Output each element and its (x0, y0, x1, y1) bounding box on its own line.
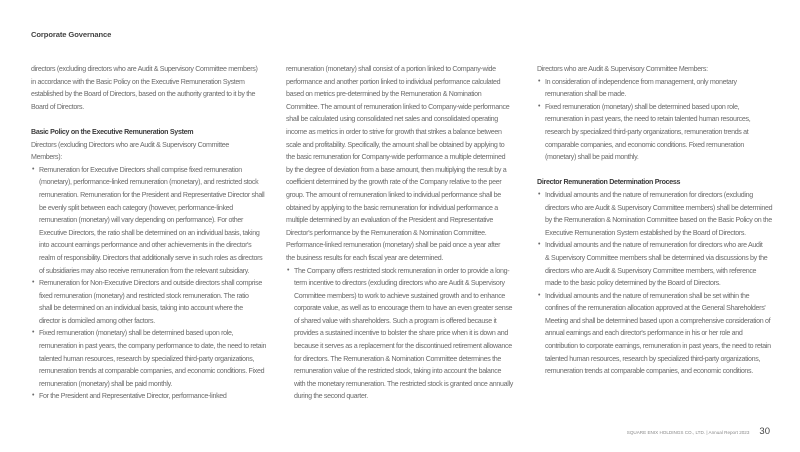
text-line: Committee members) to work to achieve sustained growth and to enhance (294, 291, 506, 300)
text-line: be evenly split between each category (however, performance-linked (39, 203, 233, 212)
bullet-icon: • (32, 392, 35, 400)
text-line: fixed remuneration (monetary) and restricted stock remuneration. The ratio (39, 291, 249, 300)
text-line: Meeting and shall be determined based upon a comprehensive consideration of (545, 316, 771, 325)
text-line: multiple determined by an evaluation of the President and Representative (286, 216, 493, 225)
text-line: directors who are Audit & Supervisory Committee members, with reference (545, 266, 757, 275)
bullet-item (537, 290, 777, 378)
text-line: Performance-linked remuneration (monetary) shall be paid once a year after (286, 241, 501, 250)
bullet-item (31, 327, 271, 390)
paragraph (286, 63, 526, 265)
text-line: Directors (excluding Directors who are Audit & Supervisory Committee (31, 140, 229, 149)
text-line: remuneration shall be made. (545, 90, 626, 99)
text-line: Committee. The amount of remuneration linked to Company-wide performance (286, 102, 510, 111)
bullet-icon: • (32, 165, 35, 173)
text-line: made to the basic policy determined by the Board of Directors. (545, 279, 721, 288)
text-line: realm of responsibility. Directors that additionally serve in such roles as directors (39, 253, 263, 262)
text-line: remuneration value of the restricted stock, taking into account the balance (294, 367, 502, 376)
text-line: established by the Board of Directors, based on the authority granted to it by the (31, 90, 256, 99)
text-line: into account earnings performance and other achievements in the director's (39, 241, 252, 250)
text-line: Fixed remuneration (monetary) shall be determined based upon role, (39, 329, 234, 338)
text-column-1 (31, 63, 271, 403)
text-line: Remuneration for Non-Executive Directors and outside directors shall comprise (39, 279, 262, 288)
text-line: shall be calculated using consolidated net sales and consolidated operating (286, 115, 498, 124)
text-line: performance and another portion linked to individual performance calculated (286, 77, 501, 86)
bullet-icon: • (538, 241, 541, 249)
text-line: coefficient determined by the growth rate of the Company relative to the peer (286, 178, 502, 187)
bullet-item (31, 164, 271, 277)
bullet-icon: • (287, 266, 290, 274)
text-line: Executive Remuneration System established by the Board of Directors. (545, 228, 746, 237)
text-line: Individual amounts and the nature of remuneration for directors who are Audit (545, 241, 763, 250)
paragraph (31, 139, 271, 164)
text-line: remuneration (monetary) will vary depending on performance). For other (39, 216, 244, 225)
text-line: remuneration. Remuneration for the President and Representative Director shall (39, 190, 265, 199)
text-line: because it serves as a replacement for the discontinued retirement allowance (294, 342, 512, 351)
footer-company: SQUARE ENIX HOLDINGS CO., LTD. | Annual Report 2023 (626, 430, 750, 435)
text-line: annual earnings and each director's performance in his or her role and (545, 329, 743, 338)
text-line: talented human resources, research by specialized third-party organizations, (545, 354, 761, 363)
bullet-item (537, 189, 777, 239)
bullet-icon: • (538, 291, 541, 299)
text-line: comparable companies, and economic conditions. Fixed remuneration (545, 140, 744, 149)
subheading (537, 176, 777, 189)
bullet-item (537, 76, 777, 101)
text-line: term incentive to directors (excluding directors who are Audit & Supervisory (294, 279, 505, 288)
subheading (31, 126, 271, 139)
text-line: Individual amounts and the nature of remuneration shall be set within the (545, 291, 750, 300)
text-line: scale and profitability. Specifically, the amount shall be obtained by applying to (286, 140, 505, 149)
text-line: shall be determined on an individual basis, taking into account where the (39, 304, 243, 313)
text-line: (monetary) shall be paid monthly. (545, 153, 639, 162)
text-line: directors (excluding directors who are Audit & Supervisory Committee members) (31, 65, 258, 73)
text-line: Director Remuneration Determination Process (537, 178, 681, 187)
text-line: income as metrics in order to strive for growth that strikes a balance between (286, 127, 502, 136)
text-line: of shared value with shareholders. Such a program is offered because it (294, 316, 497, 325)
section-title: Corporate Governance (31, 30, 112, 39)
text-line: (monetary), performance-linked remuneration (monetary), and restricted stock (39, 178, 259, 187)
text-line: contribution to corporate earnings, remuneration in past years, the need to retain (545, 342, 771, 351)
text-line: In consideration of independence from management, only monetary (545, 77, 737, 86)
paragraph (537, 63, 777, 76)
text-line: by the degree of deviation from a base amount, then multiplying the result by a (286, 165, 507, 174)
text-line: Director's performance by the Remuneration & Nomination Committee. (286, 228, 487, 237)
bullet-icon: • (32, 329, 35, 337)
text-line: Members): (31, 153, 62, 162)
text-column-3 (537, 63, 777, 378)
text-line: based on metrics pre-determined by the Remuneration & Nomination (286, 90, 482, 99)
text-line: provides a sustained incentive to bolster the share price when it is down and (294, 329, 508, 338)
text-line: talented human resources, research by specialized third-party organizations, (39, 354, 255, 363)
text-line: & Supervisory Committee members shall be determined via discussions by the (545, 253, 768, 262)
text-line: confines of the remuneration allocation approved at the General Shareholders' (545, 304, 766, 313)
text-line: director is domiciled among other factors. (39, 316, 155, 325)
spacer (31, 113, 271, 126)
bullet-item (31, 390, 271, 403)
page-number: 30 (759, 426, 770, 437)
text-line: remuneration (monetary) shall be paid monthly. (39, 379, 172, 388)
text-line: for directors. The Remuneration & Nomination Committee determines the (294, 354, 501, 363)
text-line: Fixed remuneration (monetary) shall be determined based upon role, (545, 102, 740, 111)
text-line: obtained by applying to the basic remuneration for individual performance a (286, 203, 498, 212)
text-line: The Company offers restricted stock remuneration in order to provide a long- (294, 266, 510, 275)
bullet-item (286, 265, 526, 404)
text-line: the basic remuneration for Company-wide performance a multiple determined (286, 153, 506, 162)
text-line: remuneration in past years, the need to retain talented human resources, (545, 115, 751, 124)
text-line: group. The amount of remuneration linked to individual performance shall be (286, 190, 501, 199)
text-line: corporate value, as well as to encourage them to have an even greater sense (294, 304, 513, 313)
text-line: remuneration trends at comparable companies, and economic conditions. (545, 367, 753, 376)
bullet-item (537, 239, 777, 289)
bullet-icon: • (32, 279, 35, 287)
text-line: with the monetary remuneration. The restricted stock is granted once annually (294, 379, 513, 388)
text-line: by the Remuneration & Nomination Committee based on the Basic Policy on the (545, 216, 772, 225)
text-line: the business results for each fiscal year are determined. (286, 253, 444, 262)
bullet-item (31, 277, 271, 327)
text-line: Individual amounts and the nature of remuneration for directors (excluding (545, 190, 753, 199)
bullet-icon: • (538, 77, 541, 85)
bullet-icon: • (538, 190, 541, 198)
text-line: directors who are Audit & Supervisory Committee members) shall be determined (545, 203, 773, 212)
text-line: remuneration (monetary) shall consist of a portion linked to Company-wide (286, 65, 496, 73)
text-column-2 (286, 63, 526, 403)
text-line: in accordance with the Basic Policy on the Executive Remuneration System (31, 77, 245, 86)
bullet-item (537, 101, 777, 164)
text-line: Board of Directors. (31, 102, 84, 111)
text-line: remuneration in past years, the company performance to date, the need to retain (39, 342, 267, 351)
text-line: Basic Policy on the Executive Remuneration System (31, 127, 194, 136)
text-line: during the second quarter. (294, 392, 368, 401)
spacer (537, 164, 777, 177)
text-line: of subsidiaries may also receive remuneration from the relevant subsidiary. (39, 266, 250, 275)
page-footer (627, 426, 770, 437)
text-line: research by specialized third-party organizations, remuneration trends at (545, 127, 749, 136)
bullet-icon: • (538, 102, 541, 110)
text-line: remuneration trends at comparable companies, and economic conditions. Fixed (39, 367, 265, 376)
text-line: Executive Directors, the ratio shall be determined on an individual basis, taking (39, 228, 260, 237)
text-line: Directors who are Audit & Supervisory Committee Members: (537, 65, 708, 73)
paragraph (31, 63, 271, 113)
text-line: Remuneration for Executive Directors shall comprise fixed remuneration (39, 165, 242, 174)
text-line: For the President and Representative Director, performance-linked (39, 392, 227, 401)
